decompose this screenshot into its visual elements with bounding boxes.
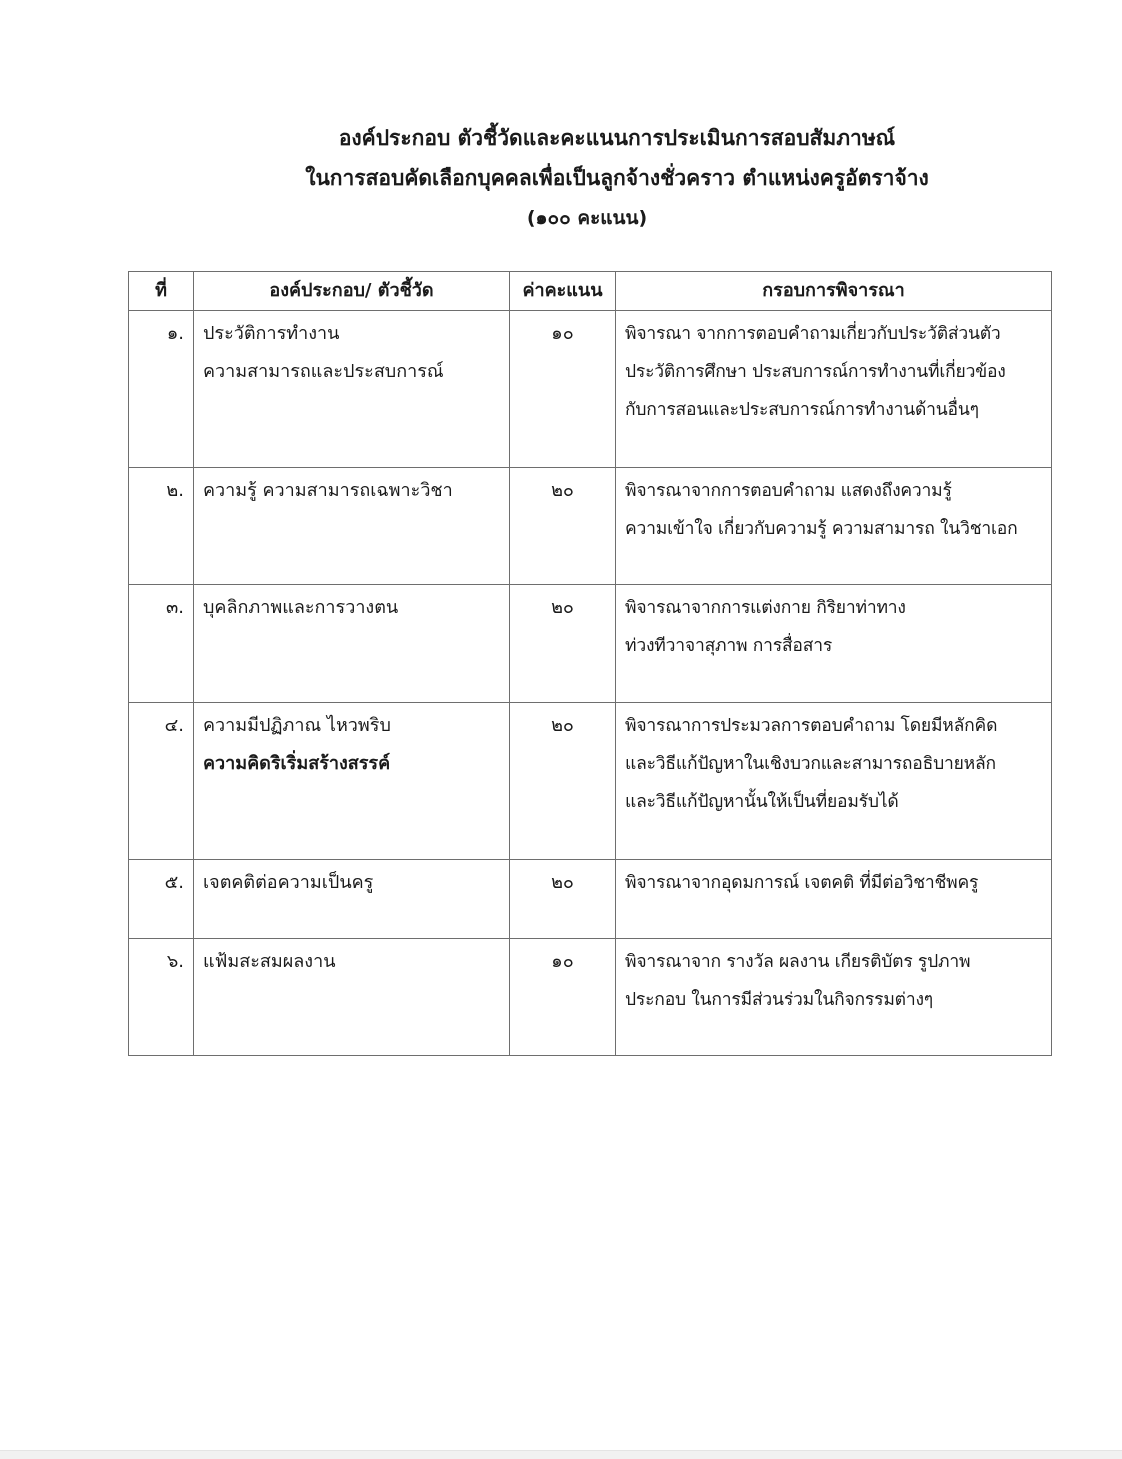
table-row — [129, 585, 1052, 703]
table-header-row — [129, 272, 1052, 311]
score-cell: ๒๐ — [510, 860, 616, 939]
component-line: บุคลิกภาพและการวางตน — [203, 597, 399, 618]
score-cell: ๒๐ — [510, 585, 616, 703]
criteria-cell — [616, 311, 1052, 468]
criteria-line: พิจารณาจาก รางวัล ผลงาน เกียรติบัตร รูปภาพ — [625, 952, 971, 972]
criteria-table — [128, 271, 1052, 1056]
criteria-line: และวิธีแก้ปัญหาในเชิงบวกและสามารถอธิบายหลัก — [625, 754, 996, 774]
criteria-cell — [616, 585, 1052, 703]
criteria-line: พิจารณาจากการแต่งกาย กิริยาท่าทาง — [625, 598, 906, 618]
criteria-line: พิจารณาจากการตอบคำถาม แสดงถึงความรู้ — [625, 481, 952, 501]
score-cell: ๑๐ — [510, 311, 616, 468]
component-cell — [194, 703, 510, 860]
criteria-line: พิจารณาจากอุดมการณ์ เจตคติ ที่มีต่อวิชาชีพครู — [625, 873, 979, 893]
criteria-line: พิจารณาการประมวลการตอบคำถาม โดยมีหลักคิด — [625, 716, 998, 736]
row-number: ๖. — [129, 939, 194, 1056]
criteria-line: ท่วงทีวาจาสุภาพ การสื่อสาร — [625, 636, 833, 656]
component-cell — [194, 311, 510, 468]
criteria-cell — [616, 703, 1052, 860]
criteria-line: ประวัติการศึกษา ประสบการณ์การทำงานที่เกี่ยวข้อง — [625, 362, 1006, 382]
criteria-cell — [616, 860, 1052, 939]
header-score: ค่าคะแนน — [510, 272, 616, 311]
total-score-label: (๑๐๐ คะแนน) — [526, 207, 648, 229]
score-cell: ๑๐ — [510, 939, 616, 1056]
criteria-line: และวิธีแก้ปัญหานั้นให้เป็นที่ยอมรับได้ — [625, 792, 899, 812]
document-subtitle: ในการสอบคัดเลือกบุคคลเพื่อเป็นลูกจ้างชั่วคราว ตำแหน่งครูอัตราจ้าง — [305, 166, 929, 190]
header-no: ที่ — [129, 272, 194, 311]
component-line: ความรู้ ความสามารถเฉพาะวิชา — [203, 480, 453, 501]
component-line: ความสามารถและประสบการณ์ — [203, 361, 444, 382]
component-line: เจตคติต่อความเป็นครู — [203, 872, 374, 893]
score-cell: ๒๐ — [510, 468, 616, 585]
component-cell — [194, 468, 510, 585]
header-component: องค์ประกอบ/ ตัวชี้วัด — [194, 272, 510, 311]
component-line: ความมีปฏิภาณ ไหวพริบ — [203, 715, 391, 736]
component-cell — [194, 860, 510, 939]
criteria-line: ประกอบ ในการมีส่วนร่วมในกิจกรรมต่างๆ — [625, 990, 934, 1010]
criteria-line: ความเข้าใจ เกี่ยวกับความรู้ ความสามารถ ในวิชาเอก — [625, 519, 1018, 539]
table-row — [129, 939, 1052, 1056]
header-criteria: กรอบการพิจารณา — [616, 272, 1052, 311]
component-cell — [194, 585, 510, 703]
row-number: ๓. — [129, 585, 194, 703]
table-row — [129, 703, 1052, 860]
component-line: ประวัติการทำงาน — [203, 323, 340, 344]
row-number: ๒. — [129, 468, 194, 585]
document-title: องค์ประกอบ ตัวชี้วัดและคะแนนการประเมินการสอบสัมภาษณ์ — [338, 126, 896, 150]
score-cell: ๒๐ — [510, 703, 616, 860]
component-line: ความคิดริเริ่มสร้างสรรค์ — [203, 753, 391, 774]
table-row — [129, 468, 1052, 585]
criteria-line: พิจารณา จากการตอบคำถามเกี่ยวกับประวัติส่วนตัว — [625, 324, 1001, 344]
row-number: ๔. — [129, 703, 194, 860]
criteria-line: กับการสอนและประสบการณ์การทำงานด้านอื่นๆ — [625, 400, 979, 420]
component-line: แฟ้มสะสมผลงาน — [203, 951, 336, 972]
table-row — [129, 311, 1052, 468]
criteria-cell — [616, 468, 1052, 585]
component-cell — [194, 939, 510, 1056]
row-number: ๕. — [129, 860, 194, 939]
row-number: ๑. — [129, 311, 194, 468]
criteria-cell — [616, 939, 1052, 1056]
table-row — [129, 860, 1052, 939]
